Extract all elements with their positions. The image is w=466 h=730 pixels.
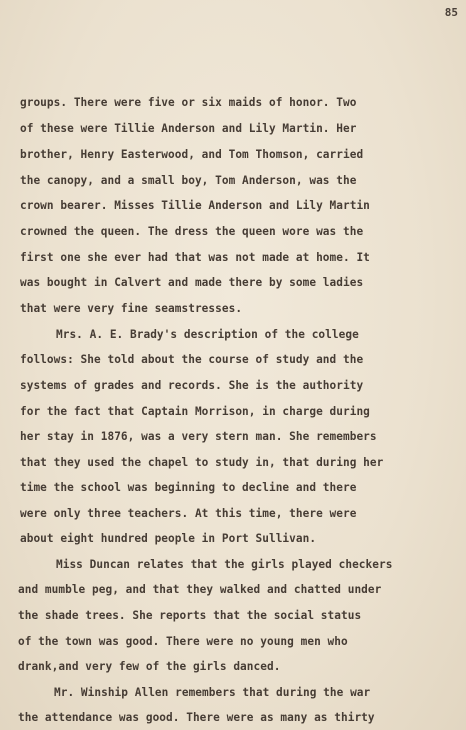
text-line: the attendance was good. There were as many as thirty xyxy=(18,711,375,724)
text-line: of the town was good. There were no young men who xyxy=(18,635,348,648)
text-line: brother, Henry Easterwood, and Tom Thomson, carried xyxy=(20,148,364,161)
text-line: and mumble peg, and that they walked and chatted under xyxy=(18,583,382,596)
text-line: that they used the chapel to study in, that during her xyxy=(20,456,384,469)
text-line: the shade trees. She reports that the social status xyxy=(18,609,362,622)
text-line: crown bearer. Misses Tillie Anderson and Lily Martin xyxy=(20,199,370,212)
text-line: crowned the queen. The dress the queen wore was the xyxy=(20,225,364,238)
text-line: Miss Duncan relates that the girls played checkers xyxy=(56,558,393,571)
text-line: for the fact that Captain Morrison, in charge during xyxy=(20,405,370,418)
text-line: Mr. Winship Allen remembers that during the war xyxy=(54,686,371,699)
text-line: systems of grades and records. She is the authority xyxy=(20,379,364,392)
text-line: time the school was beginning to decline and there xyxy=(20,481,357,494)
text-line: groups. There were five or six maids of honor. Two xyxy=(20,96,357,109)
text-line: Mrs. A. E. Brady's description of the college xyxy=(56,328,359,341)
text-line: that were very fine seamstresses. xyxy=(20,302,243,315)
page-number: 85 xyxy=(444,6,458,19)
text-line: drank,and very few of the girls danced. xyxy=(18,660,281,673)
text-line: first one she ever had that was not made at home. It xyxy=(20,251,370,264)
text-line: were only three teachers. At this time, there were xyxy=(20,507,357,520)
text-line: the canopy, and a small boy, Tom Anderson, was the xyxy=(20,174,357,187)
text-line: about eight hundred people in Port Sullivan. xyxy=(20,532,317,545)
text-line: of these were Tillie Anderson and Lily Martin. Her xyxy=(20,122,357,135)
text-line: her stay in 1876, was a very stern man. She remembers xyxy=(20,430,377,443)
text-line: follows: She told about the course of study and the xyxy=(20,353,364,366)
text-line: was bought in Calvert and made there by some ladies xyxy=(20,276,364,289)
